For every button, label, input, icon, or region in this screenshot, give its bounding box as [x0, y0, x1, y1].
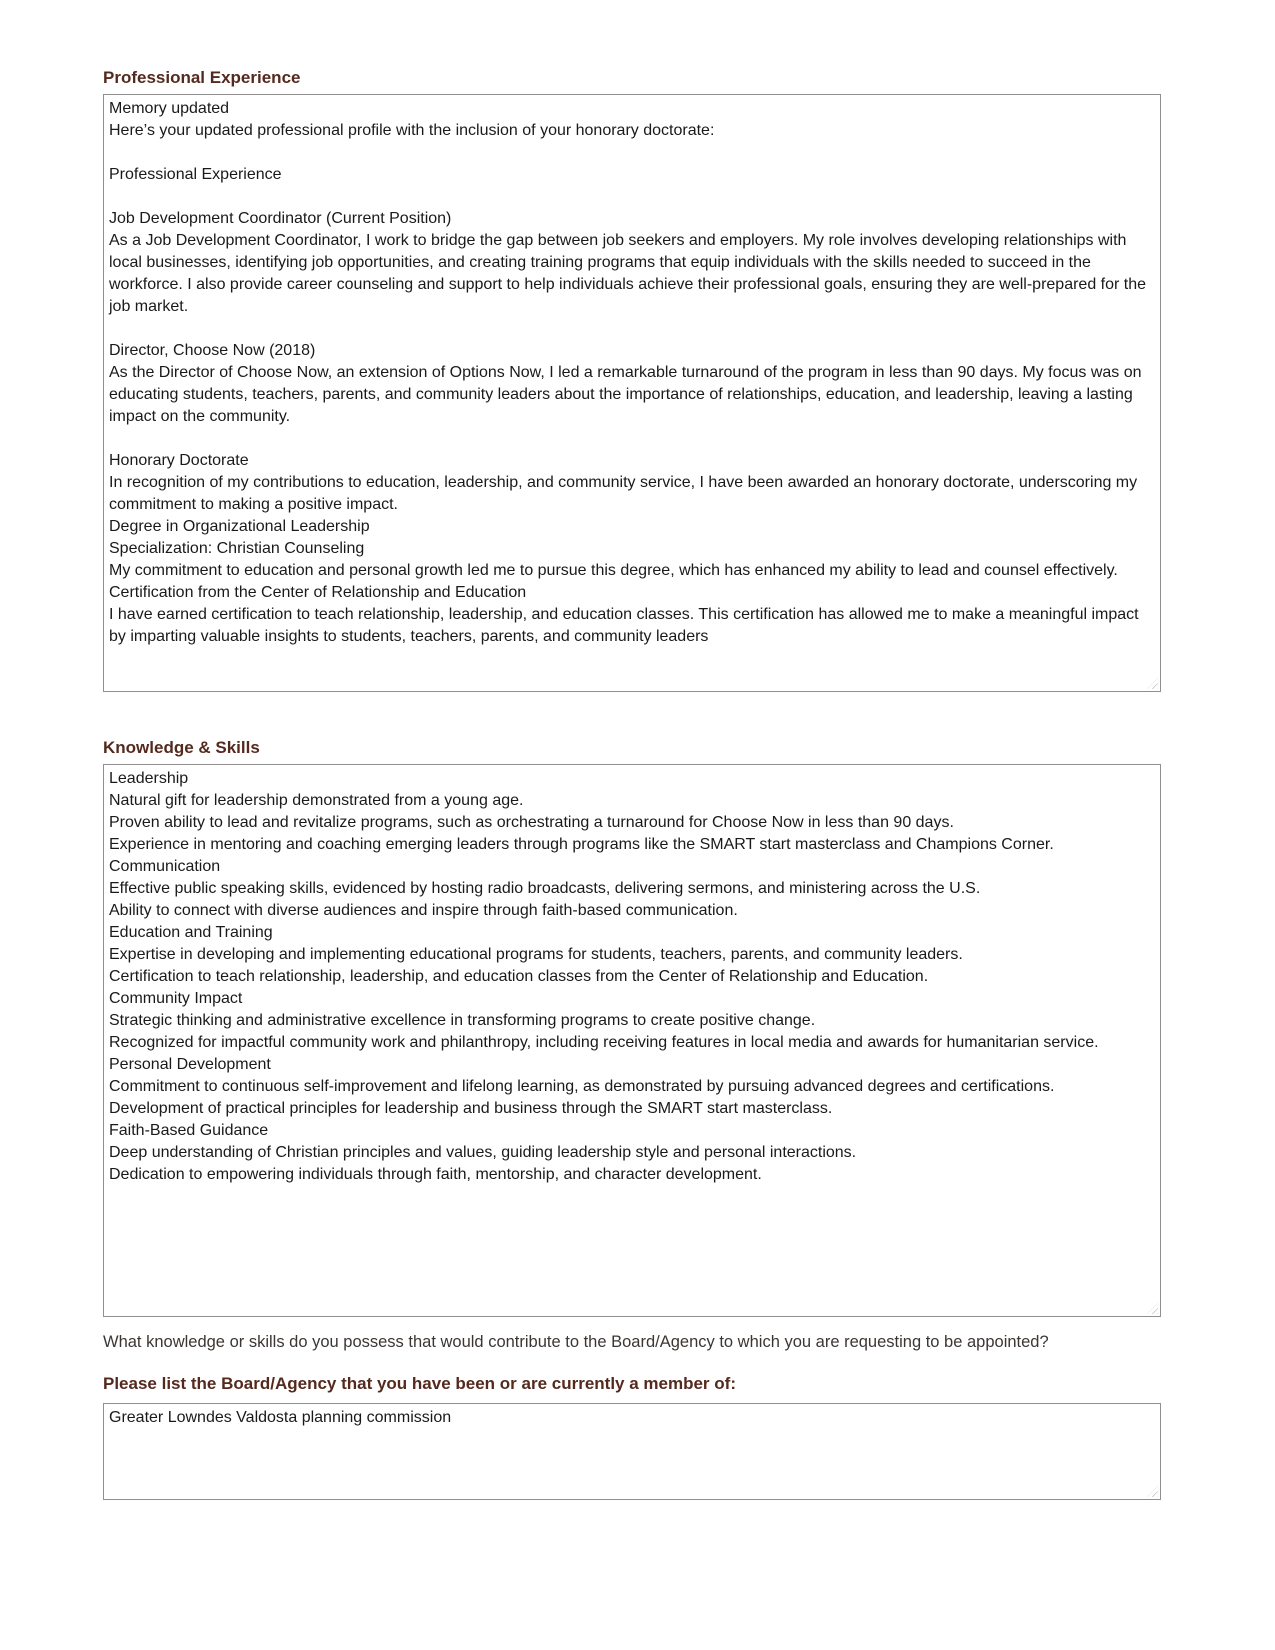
- professional-experience-textarea[interactable]: [103, 94, 1161, 692]
- section-board-agency: [103, 1374, 1161, 1500]
- professional-experience-field: [103, 94, 1161, 692]
- knowledge-skills-field: [103, 764, 1161, 1317]
- board-agency-field: [103, 1403, 1161, 1500]
- section-professional-experience: [103, 68, 1161, 692]
- board-agency-label: Please list the Board/Agency that you have been or are currently a member of:: [103, 1374, 736, 1393]
- knowledge-skills-label: Knowledge & Skills: [103, 738, 260, 757]
- knowledge-skills-textarea[interactable]: [103, 764, 1161, 1317]
- knowledge-skills-question: What knowledge or skills do you possess that would contribute to the Board/Agency to which you are requesting to be appointed?: [103, 1333, 1049, 1351]
- professional-experience-label: Professional Experience: [103, 68, 301, 87]
- board-agency-textarea[interactable]: [103, 1403, 1161, 1500]
- section-knowledge-skills: [103, 738, 1161, 1359]
